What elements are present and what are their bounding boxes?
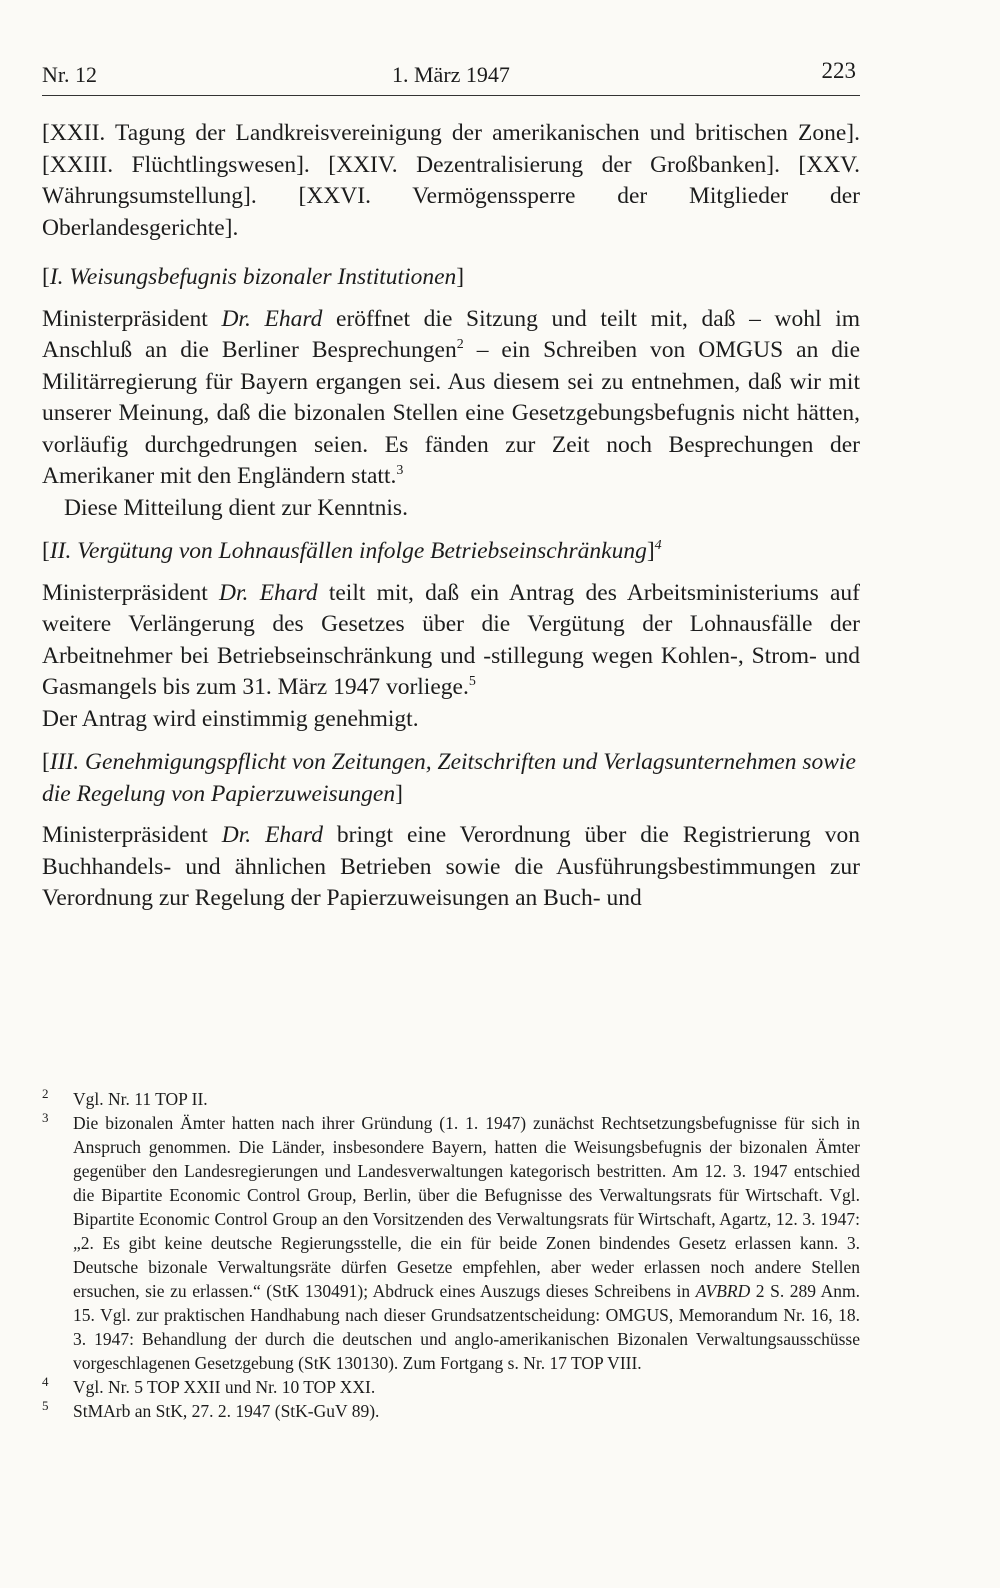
footnote-5: 5 StMArb an StK, 27. 2. 1947 (StK-GuV 89). bbox=[42, 1399, 860, 1423]
footnote-ref-3[interactable]: 3 bbox=[396, 463, 404, 478]
section-title-3: III. Genehmigungspflicht von Zeitungen, Zeitschriften und Verlagsunternehmen sowie die Regelung von Papierzuweisungen bbox=[42, 749, 856, 807]
section-heading-2: [II. Vergütung von Lohnausfällen infolge Betriebseinschränkung]$^4$ bbox=[42, 538, 662, 564]
section-title-2: II. Vergütung von Lohnausfällen infolge Betriebseinschränkung bbox=[49, 538, 647, 564]
footnote-ref-5[interactable]: 5 bbox=[468, 674, 476, 689]
header-document-number: Nr. 12 bbox=[42, 62, 97, 87]
speaker-name: Dr. Ehard bbox=[221, 822, 323, 848]
section-title-1: I. Weisungsbefugnis bizonaler Institutionen bbox=[49, 264, 457, 290]
footnote-2: 2 Vgl. Nr. 11 TOP II. bbox=[42, 1087, 860, 1111]
speaker-name: Dr. Ehard bbox=[221, 305, 323, 332]
footnote-3: 3 Die bizonalen Ämter hatten nach ihrer Gründung (1. 1. 1947) zunächst Rechtsetzungsbefugnisse für sich in Anspruch genommen. Die Länder, insbesondere Bayern, hatten die Weisungsbefugnis der bizonalen Ämter gegenüber den Landesregierungen und Landesverwaltungen kategorisch bestritten. Am 12. 3. 1947 entschied die Bipartite Economic Control Group, Berlin, über die Befugnisse des Verwaltungsrats für Wirtschaft. Vgl. Bipartite Economic Control Group an den Vorsitzenden des Verwaltungsrats für Wirtschaft, Agartz, 12. 3. 1947: „2. Es gibt keine deutsche Regierungsstelle, die ein für beide Zonen bindendes Gesetz erlassen kann. 3. Deutsche bizonale Verwaltungsräte dürfen Gesetze empfehlen, aber weder erlassen noch andere Stellen ersuchen, sie zu erlassen.“ (StK 130491); Abdruck eines Auszugs dieses Schreibens in AVBRD 2 S. 289 Anm. 15. Vgl. zur praktischen Handhabung nach dieser Grundsatzentscheidung: OMGUS, Memorandum Nr. 16, 18. 3. 1947: Behandlung der durch die deutschen und anglo-amerikanischen Bizonalen Verwaltungsausschüsse vorgeschlagenen Gesetzgebung (StK 130130). Zum Fortgang s. Nr. 17 TOP VIII. bbox=[42, 1111, 860, 1375]
running-header bbox=[42, 56, 860, 92]
header-date: 1. März 1947 bbox=[392, 62, 510, 87]
footnote-number: 5 bbox=[42, 1398, 49, 1413]
section-heading-1: [I. Weisungsbefugnis bizonaler Institutionen] bbox=[42, 264, 465, 290]
footnote-number: 2 bbox=[42, 1086, 49, 1101]
section-paragraph-3: Ministerpräsident Dr. Ehard bringt eine Verordnung über die Registrierung von Buchhandels- und ähnlichen Betrieben sowie die Ausführungsbestimmungen zur Verordnung zur Regelung der Papierzuweisungen an Buch- und bbox=[42, 822, 861, 911]
section-paragraph-2: Ministerpräsident Dr. Ehard teilt mit, daß ein Antrag des Arbeitsministeriums auf weitere Verlängerung des Gesetzes über die Vergütung der Lohnausfälle der Arbeitnehmer bei Betriebseinschränkung und -stillegung wegen Kohlen-, Strom- und Gasmangels bis zum 31. März 1947 vorliege.$^5$ bbox=[42, 579, 860, 700]
agenda-continuation: [XXII. Tagung der Landkreisvereinigung der amerikanischen und britischen Zone]. [XXIII. Flüchtlingswesen]. [XXIV. Dezentralisierung der Großbanken]. [XXV. Währungsumstellung]. [XXVI. Vermögenssperre der Mitglieder der Oberlandesgerichte]. bbox=[42, 120, 860, 241]
footnote-4: 4 Vgl. Nr. 5 TOP XXII und Nr. 10 TOP XXI. bbox=[42, 1375, 860, 1399]
footnote-ref-4[interactable]: 4 bbox=[654, 538, 662, 553]
footnote-number: 3 bbox=[42, 1110, 49, 1125]
section-resolution-2: Der Antrag wird einstimmig genehmigt. bbox=[42, 705, 419, 732]
source-abbreviation: AVBRD bbox=[695, 1281, 751, 1301]
main-text bbox=[42, 118, 860, 915]
footnotes bbox=[42, 1087, 860, 1423]
footnote-ref-2[interactable]: 2 bbox=[456, 337, 464, 352]
section-paragraph-1: Ministerpräsident Dr. Ehard eröffnet die Sitzung und teilt mit, daß – wohl im Anschluß an die Berliner Besprechungen$^2$ – ein Schreiben von OMGUS an die Militärregierung für Bayern ergangen sei. Aus diesem sei zu entnehmen, daß wir mit unserer Meinung, daß die bizonalen Stellen eine Gesetzgebungsbefugnis nicht hätten, vorläufig durchgedrungen seien. Es fänden zur Zeit noch Besprechungen der Amerikaner mit den Engländern statt.$^3$ bbox=[42, 305, 861, 489]
header-rule bbox=[42, 95, 860, 96]
section-heading-3: [III. Genehmigungspflicht von Zeitungen, Zeitschriften und Verlagsunternehmen sowie die Regelung von Papierzuweisungen] bbox=[42, 749, 856, 807]
section-resolution-1: Diese Mitteilung dient zur Kenntnis. bbox=[64, 494, 408, 521]
speaker-name: Dr. Ehard bbox=[219, 579, 318, 606]
page-number: 223 bbox=[821, 58, 856, 83]
footnote-number: 4 bbox=[42, 1374, 49, 1389]
